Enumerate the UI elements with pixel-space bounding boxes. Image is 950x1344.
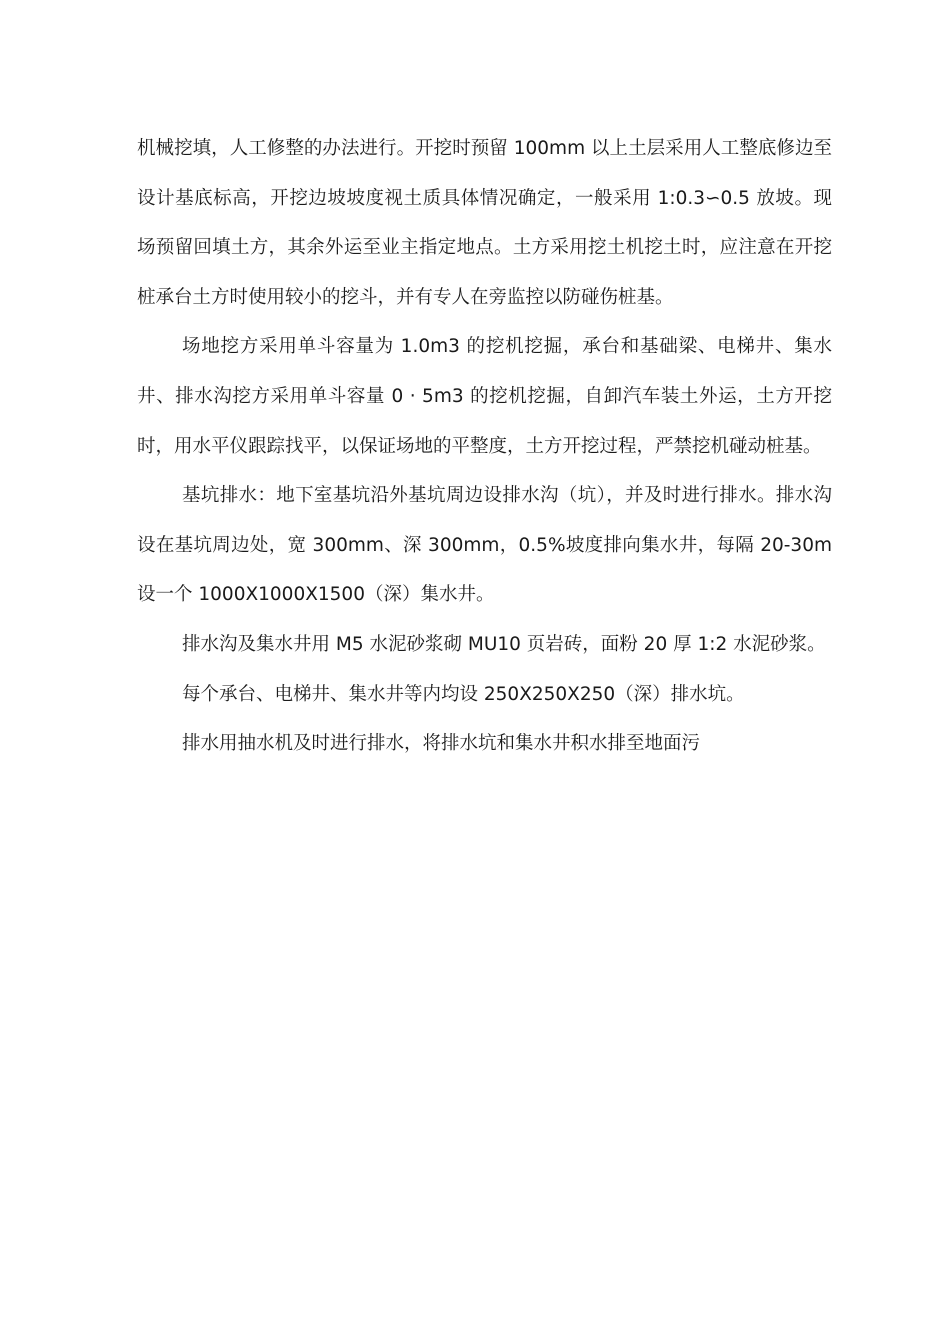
paragraph-pit-drainage: 基坑排水：地下室基坑沿外基坑周边设排水沟（坑），并及时进行排水。排水沟设在基坑周边处，宽 300mm、深 300mm，0.5%坡度排向集水井，每隔 20-30m 设一个 1000X1000X1500（深）集水井。: [137, 485, 832, 606]
paragraph-ditch-masonry: 排水沟及集水井用 M5 水泥砂浆砌 MU10 页岩砖，面粉 20 厚 1:2 水泥砂浆。: [182, 633, 826, 655]
paragraph-pump-drainage: 排水用抽水机及时进行排水，将排水坑和集水井积水排至地面污: [182, 733, 701, 755]
paragraph-excavator-capacity: 场地挖方采用单斗容量为 1.0m3 的挖机挖掘，承台和基础梁、电梯井、集水井、排水沟挖方采用单斗容量 0 · 5m3 的挖机挖掘，自卸汽车装土外运，土方开挖时，用水平仪跟踪找平，以保证场地的平整度，土方开挖过程，严禁挖机碰动桩基。: [137, 336, 832, 457]
paragraph-excavation-method: 机械挖填，人工修整的办法进行。开挖时预留 100mm 以上土层采用人工整底修边至设计基底标高，开挖边坡坡度视土质具体情况确定，一般采用 1:0.3∽0.5 放坡。现场预留回填土方，其余外运至业主指定地点。土方采用挖土机挖土时，应注意在开挖桩承台土方时使用较小的挖斗，并有专人在旁监控以防碰伤桩基。: [137, 138, 832, 308]
document-body: [137, 124, 832, 769]
paragraph-drainage-sumps: 每个承台、电梯井、集水井等内均设 250X250X250（深）排水坑。: [182, 683, 745, 705]
